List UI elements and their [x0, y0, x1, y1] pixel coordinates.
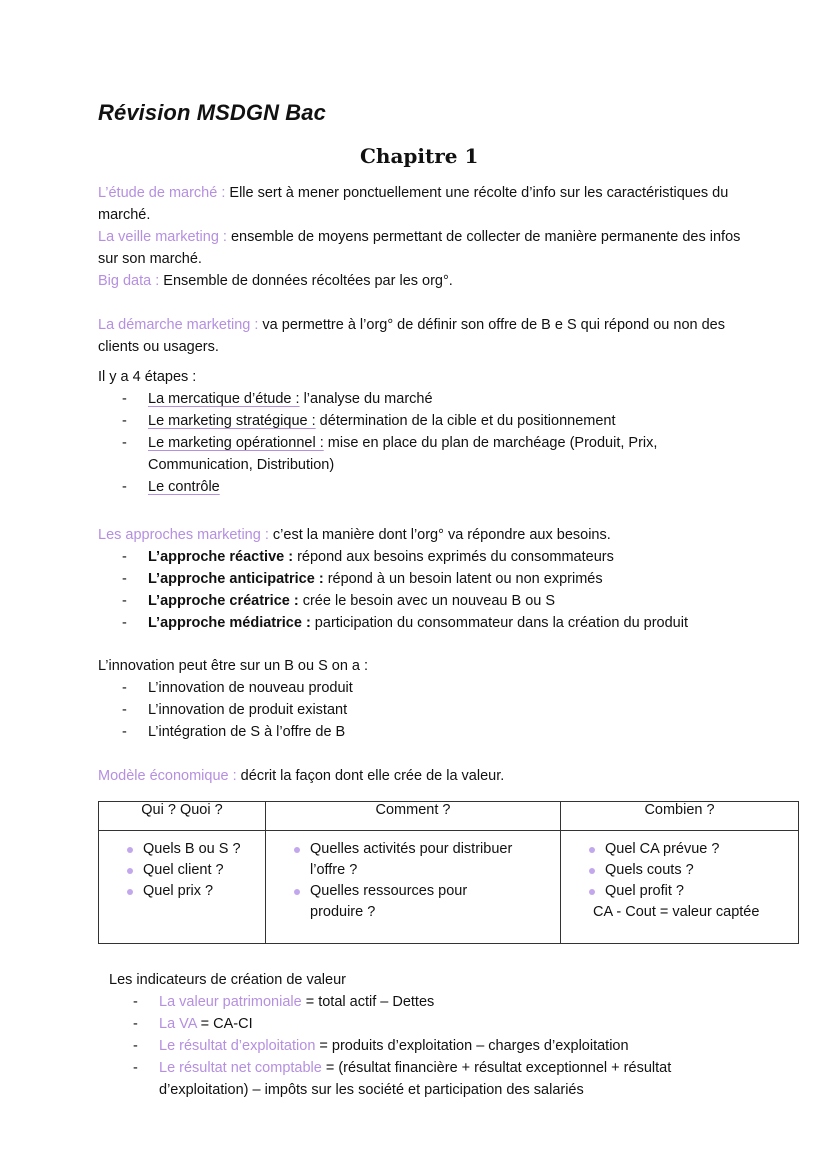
step-label: Le contrôle	[148, 479, 220, 495]
column-header: Comment ?	[266, 802, 561, 831]
document-title: Révision MSDGN Bac	[98, 100, 326, 125]
approches-definition	[98, 524, 748, 546]
approches-list	[98, 546, 748, 634]
list-item	[98, 476, 748, 498]
steps-list	[98, 388, 748, 498]
approach-label: L’approche réactive :	[148, 549, 294, 565]
step-label: La mercatique d’étude :	[148, 391, 300, 407]
list-item	[98, 546, 748, 568]
table-header-row	[99, 802, 799, 831]
list-item: Quel profit ?	[561, 881, 792, 902]
business-model-table	[98, 801, 799, 944]
indicateurs-intro: Les indicateurs de création de valeur	[109, 972, 346, 988]
column-header: Combien ?	[561, 802, 799, 831]
table-row	[99, 831, 799, 944]
step-label: Le marketing opérationnel :	[148, 435, 324, 451]
definition-text: va permettre à l’org° de définir son offre de B e S qui répond ou non des clients ou usagers.	[98, 317, 725, 355]
innovation-intro: L’innovation peut être sur un B ou S on a :	[98, 658, 369, 674]
list-item	[98, 612, 748, 634]
demarche-section	[98, 314, 748, 498]
term: La démarche marketing :	[98, 317, 259, 333]
approach-text: répond à un besoin latent ou non exprimés	[323, 571, 603, 587]
chapter-heading: Chapitre 1	[360, 144, 479, 168]
approach-text: crée le besoin avec un nouveau B ou S	[298, 593, 556, 609]
list-item: Quel client ?	[99, 860, 259, 881]
indicator-formula: = total actif – Dettes	[301, 994, 435, 1010]
list-item	[98, 388, 748, 410]
innovation-section	[98, 655, 748, 743]
list-item: - L’innovation de nouveau produit	[98, 677, 748, 699]
definition-text: Ensemble de données récoltées par les org°.	[159, 273, 453, 289]
list-item: Quelles ressources pour produire ?	[266, 881, 516, 923]
definition-veille-marketing	[98, 226, 748, 270]
modele-definition	[98, 765, 748, 787]
formula-note: CA - Cout = valeur captée	[593, 904, 760, 920]
demarche-definition	[98, 314, 748, 358]
indicator-label: La VA	[159, 1016, 197, 1032]
step-text: détermination de la cible et du positionnement	[315, 413, 616, 429]
list-item: Quels couts ?	[561, 860, 792, 881]
indicateurs-section	[109, 969, 759, 1101]
list-item	[98, 568, 748, 590]
term: La veille marketing :	[98, 229, 227, 245]
list-item	[109, 1013, 759, 1035]
list-item	[98, 432, 748, 476]
definition-text: c’est la manière dont l’org° va répondre aux besoins.	[268, 527, 611, 543]
indicateurs-list	[109, 991, 759, 1101]
term: L’étude de marché :	[98, 185, 226, 201]
list-item	[109, 1035, 759, 1057]
approach-text: répond aux besoins exprimés du consommateurs	[293, 549, 614, 565]
list-item: Quel CA prévue ?	[561, 839, 792, 860]
list-item	[109, 1057, 759, 1101]
definitions-section	[98, 182, 748, 292]
column-header: Qui ? Quoi ?	[99, 802, 266, 831]
approach-label: L’approche anticipatrice :	[148, 571, 324, 587]
indicator-formula: = CA-CI	[196, 1016, 253, 1032]
step-label: Le marketing stratégique :	[148, 413, 316, 429]
indicator-formula: = produits d’exploitation – charges d’exploitation	[315, 1038, 629, 1054]
list-item	[109, 991, 759, 1013]
approach-label: L’approche médiatrice :	[148, 615, 311, 631]
definition-text: Elle sert à mener ponctuellement une récolte d’info sur les caractéristiques du marché.	[98, 185, 729, 223]
bullet-list	[266, 839, 516, 923]
step-text: mise en place du plan de marchéage (Produit, Prix, Communication, Distribution)	[148, 435, 658, 473]
list-item	[98, 410, 748, 432]
step-text: l’analyse du marché	[299, 391, 433, 407]
indicator-label: Le résultat d’exploitation	[159, 1038, 316, 1054]
table-cell	[99, 831, 266, 944]
term: Les approches marketing :	[98, 527, 269, 543]
definition-etude-marche	[98, 182, 748, 226]
indicator-label: La valeur patrimoniale	[159, 994, 302, 1010]
table-cell	[561, 831, 799, 944]
bullet-list	[561, 839, 792, 902]
term: Big data :	[98, 273, 160, 289]
bullet-list	[99, 839, 259, 902]
list-item: Quels B ou S ?	[99, 839, 259, 860]
steps-intro: Il y a 4 étapes :	[98, 369, 197, 385]
definition-big-data	[98, 270, 748, 292]
term: Modèle économique :	[98, 768, 237, 784]
approach-text: participation du consommateur dans la création du produit	[310, 615, 689, 631]
definition-text: ensemble de moyens permettant de collecter de manière permanente des infos sur son marché.	[98, 229, 741, 267]
list-item: - L’innovation de produit existant	[98, 699, 748, 721]
list-item: - L’intégration de S à l’offre de B	[98, 721, 748, 743]
approach-label: L’approche créatrice :	[148, 593, 299, 609]
list-item: Quel prix ?	[99, 881, 259, 902]
list-item	[98, 590, 748, 612]
definition-text: décrit la façon dont elle crée de la valeur.	[236, 768, 505, 784]
list-item: Quelles activités pour distribuer l’offre ?	[266, 839, 516, 881]
indicator-formula: = (résultat financière + résultat exceptionnel + résultat d’exploitation) – impôts sur les société et participation des salariés	[159, 1060, 672, 1098]
innovation-list	[98, 677, 748, 743]
indicator-label: Le résultat net comptable	[159, 1060, 322, 1076]
approches-section	[98, 524, 748, 634]
table-cell	[266, 831, 561, 944]
